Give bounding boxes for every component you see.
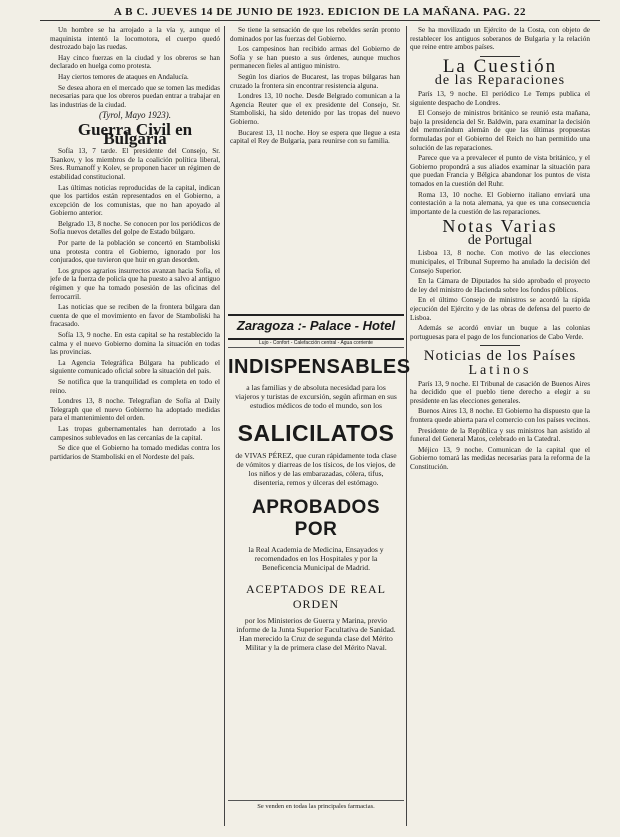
ad-footer: Se venden en todas las principales farmacias. (228, 800, 404, 810)
ad-headline: ACEPTADOS DE REAL ORDEN (245, 582, 387, 611)
paragraph: El Consejo de ministros británico se reunió esta mañana, bajo la presidencia del Sr. Baldwin, para examinar la decisión del memorándum alemán de que las últimas propuestas formuladas por el Gobierno del Reich no han permitido una solución de las reparaciones. (410, 109, 590, 152)
paragraph: Hay ciertos temores de ataques en Andalucía. (58, 72, 189, 81)
paragraph: Se ha movilizado un Ejército de la Costa, con objeto de restablecer los antiguos soberanos de Bulgaria y la relación que reine entre ambos países. (410, 26, 590, 52)
paragraph: París 13, 9 noche. El periódico Le Temps publica el siguiente despacho de Londres. (410, 89, 590, 107)
hotel-advertisement-subline: Lujo - Confort - Calefacción central - Agua corriente (228, 340, 404, 348)
ad-headline: INDISPENSABLES (228, 356, 411, 378)
ad-headline: SALICILATOS (237, 420, 395, 446)
paragraph: En el último Consejo de ministros se acordó la rápida ejecución del Ejército y de las obras de defensa del puerto de Lisboa. (410, 296, 590, 322)
paragraph: Parece que va a prevalecer el punto de vista británico, y el Gobierno propondrá a sus aliados examinar la situación para que puedan Francia y Bélgica abandonar los puntos de vista tomados en la cuestión del Ruhr. (410, 154, 590, 188)
divider (480, 345, 520, 346)
paragraph: Además se acordó enviar un buque a las colonias portuguesas para el pago de los funcionarios de Cabo Verde. (410, 324, 590, 341)
column-rule (406, 26, 407, 826)
paragraph: Londres 13, 10 noche. Desde Belgrado comunican a la Agencia Reuter que el ex presidente del Consejo, Sr. Stamboliski, ha sido detenido por las tropas del nuevo Gobierno. (230, 92, 400, 126)
paragraph: Bucarest 13, 11 noche. Hoy se espera que llegue a esta capital el Rey de Bulgaria, para reunirse con su familia. (230, 128, 400, 146)
page-masthead: A B C. JUEVES 14 DE JUNIO DE 1923. EDICION DE LA MAÑANA. PAG. 22 (40, 6, 600, 21)
article-heading: Notas Varias (442, 216, 558, 237)
hotel-advertisement: Zaragoza :- Palace - Hotel (228, 314, 404, 340)
paragraph: La Agencia Telegráfica Búlgara ha publicado el siguiente comunicado oficial sobre la situación del país. (50, 358, 220, 376)
paragraph: París 13, 9 noche. El Tribunal de casación de Buenos Aires ha decidido que el pueblo tiene derecho a elegir a su presidente en las elecciones generales. (410, 379, 590, 405)
paragraph: Se notifica que la tranquilidad es completa en todo el reino. (50, 377, 220, 395)
column-3 (410, 26, 590, 826)
paragraph: Según los diarios de Bucarest, las tropas búlgaras han cruzado la frontera sin encontrar resistencia alguna. (230, 72, 400, 90)
article-heading: La Cuestión (442, 55, 558, 77)
paragraph: Hay cinco fuerzas en la ciudad y los obreros se han declarado en huelga como protesta. (50, 53, 220, 71)
paragraph: Las últimas noticias reproducidas de la capital, indican que los partidos están representados en el Gobierno, a excepción de los comunistas, que no han apoyado al Gobierno anterior. (50, 183, 220, 218)
column-1 (50, 26, 220, 826)
paragraph: En la Cámara de Diputados ha sido aprobado el proyecto de ley del ministro de Hacienda sobre los fondos públicos. (410, 277, 590, 294)
paragraph: Buenos Aires 13, 8 noche. El Gobierno ha dispuesto que la frontera quede abierta para el comercio con los países vecinos. (410, 407, 590, 424)
column-rule (224, 26, 225, 826)
paragraph: Las noticias que se reciben de la frontera búlgara dan cuenta de que el movimiento en favor de Stamboliski ha fracasado. (50, 303, 220, 329)
ad-text: de VIVAS PÉREZ, que curan rápidamente toda clase de vómitos y diarreas de los tísicos, de los viejos, de los niños y de las embarazadas, cólera, tifus, disenteria, remos y úlceras del estómago. (235, 451, 397, 487)
paragraph: Londres 13, 8 noche. Telegrafían de Sofía al Daily Telegraph que el nuevo Gobierno ha adoptado medidas para el mantenimiento del orden. (50, 397, 220, 423)
article-heading: Guerra Civil en Bulgaria (77, 119, 193, 148)
paragraph: Presidente de la República y sus ministros han asistido al funeral del General Matos, celebrado en la Catedral. (410, 426, 590, 444)
paragraph: Los campesinos han recibido armas del Gobierno de Sofía y se han puesto a sus órdenes, aunque muchos permanecen fieles al antiguo ministro. (230, 45, 400, 71)
ad-text: por los Ministerios de Guerra y Marina, previo informe de la Junta Superior Facultativa de Sanidad. Han merecido la Cruz de segunda clase del Mérito Militar y la de primera clase del Mérito Naval. (236, 616, 396, 652)
paragraph: Roma 13, 10 noche. El Gobierno italiano enviará una contestación a la nota alemana, ya que es una consecuencia importante de la cuestión de las reparaciones. (410, 190, 590, 216)
paragraph: Un hombre se ha arrojado a la vía y, aunque el maquinista intentó la locomotora, el cuerpo quedó destrozado bajo las ruedas. (50, 26, 220, 52)
paragraph: Se desea ahora en el mercado que se tomen las medidas necesarias para que los obreros puedan entrar a trabajar en las industrias de la ciudad. (50, 83, 220, 109)
ad-text: la Real Academia de Medicina, Ensayados y recomendados en los Hospitales y por la Beneficencia Municipal de Madrid. (248, 545, 384, 572)
article-heading: Noticias de los Países (423, 348, 577, 365)
paragraph: Se tiene la sensación de que los rebeldes serán pronto dominados por las fuerzas del Gobierno. (230, 26, 400, 43)
paragraph: Méjico 13, 9 noche. Comunican de la capital que el Gobierno tomará las medidas necesarias para la reforma de la Constitución. (410, 445, 590, 471)
ad-headline: APROBADOS POR (251, 497, 380, 540)
paragraph: Sofía 13, 7 tarde. El presidente del Consejo, Sr. Tsankov, y los miembros de la coalición política liberal, Sres. Rumanoff y Kolev, se proponen hacer un régimen de estabilidad constitucional. (50, 147, 220, 181)
paragraph: Los grupos agrarios insurrectos avanzan hacia Sofía, el jefe de la fuerza de policía que ha puesto a salvo al antiguo régimen y que ha tomado posesión de las oficinas del ferrocarril. (50, 266, 220, 301)
article-subheading: de las Reparaciones (434, 73, 566, 89)
article-subheading: Latinos (468, 363, 532, 378)
paragraph: Lisboa 13, 8 noche. Con motivo de las elecciones municipales, el Tribunal Supremo ha anulado la decisión del Consejo Superior. (410, 249, 590, 275)
salicilatos-advertisement (228, 350, 411, 816)
column-2 (230, 26, 400, 276)
dateline: (Tyrol, Mayo 1923). (99, 110, 171, 121)
paragraph: Se dice que el Gobierno ha tomado medidas contra los partidarios de Stamboliski en el Nordeste del país. (50, 444, 220, 461)
paragraph: Las tropas gubernamentales han derrotado a los campesinos sublevados en las cercanías de la capital. (50, 424, 220, 442)
paragraph: Belgrado 13, 8 noche. Se conocen por los periódicos de Sofía nuevos detalles del golpe de Estado búlgaro. (50, 219, 220, 237)
ad-text: a las familias y de absoluta necesidad para los viajeros y turistas de excursión, según afirman en sus estudios médicos de todo el mundo, son los (235, 383, 397, 410)
paragraph: Sofía 13, 9 noche. En esta capital se ha restablecido la calma y el nuevo Gobierno domina la situación en todas las provincias. (50, 331, 220, 357)
paragraph: Por parte de la población se concertó en Stamboliski una protesta contra el Gobierno, ignorado por los conjurados, que tuvieron que huir en gran desorden. (50, 239, 220, 265)
article-subheading: de Portugal (467, 232, 533, 248)
